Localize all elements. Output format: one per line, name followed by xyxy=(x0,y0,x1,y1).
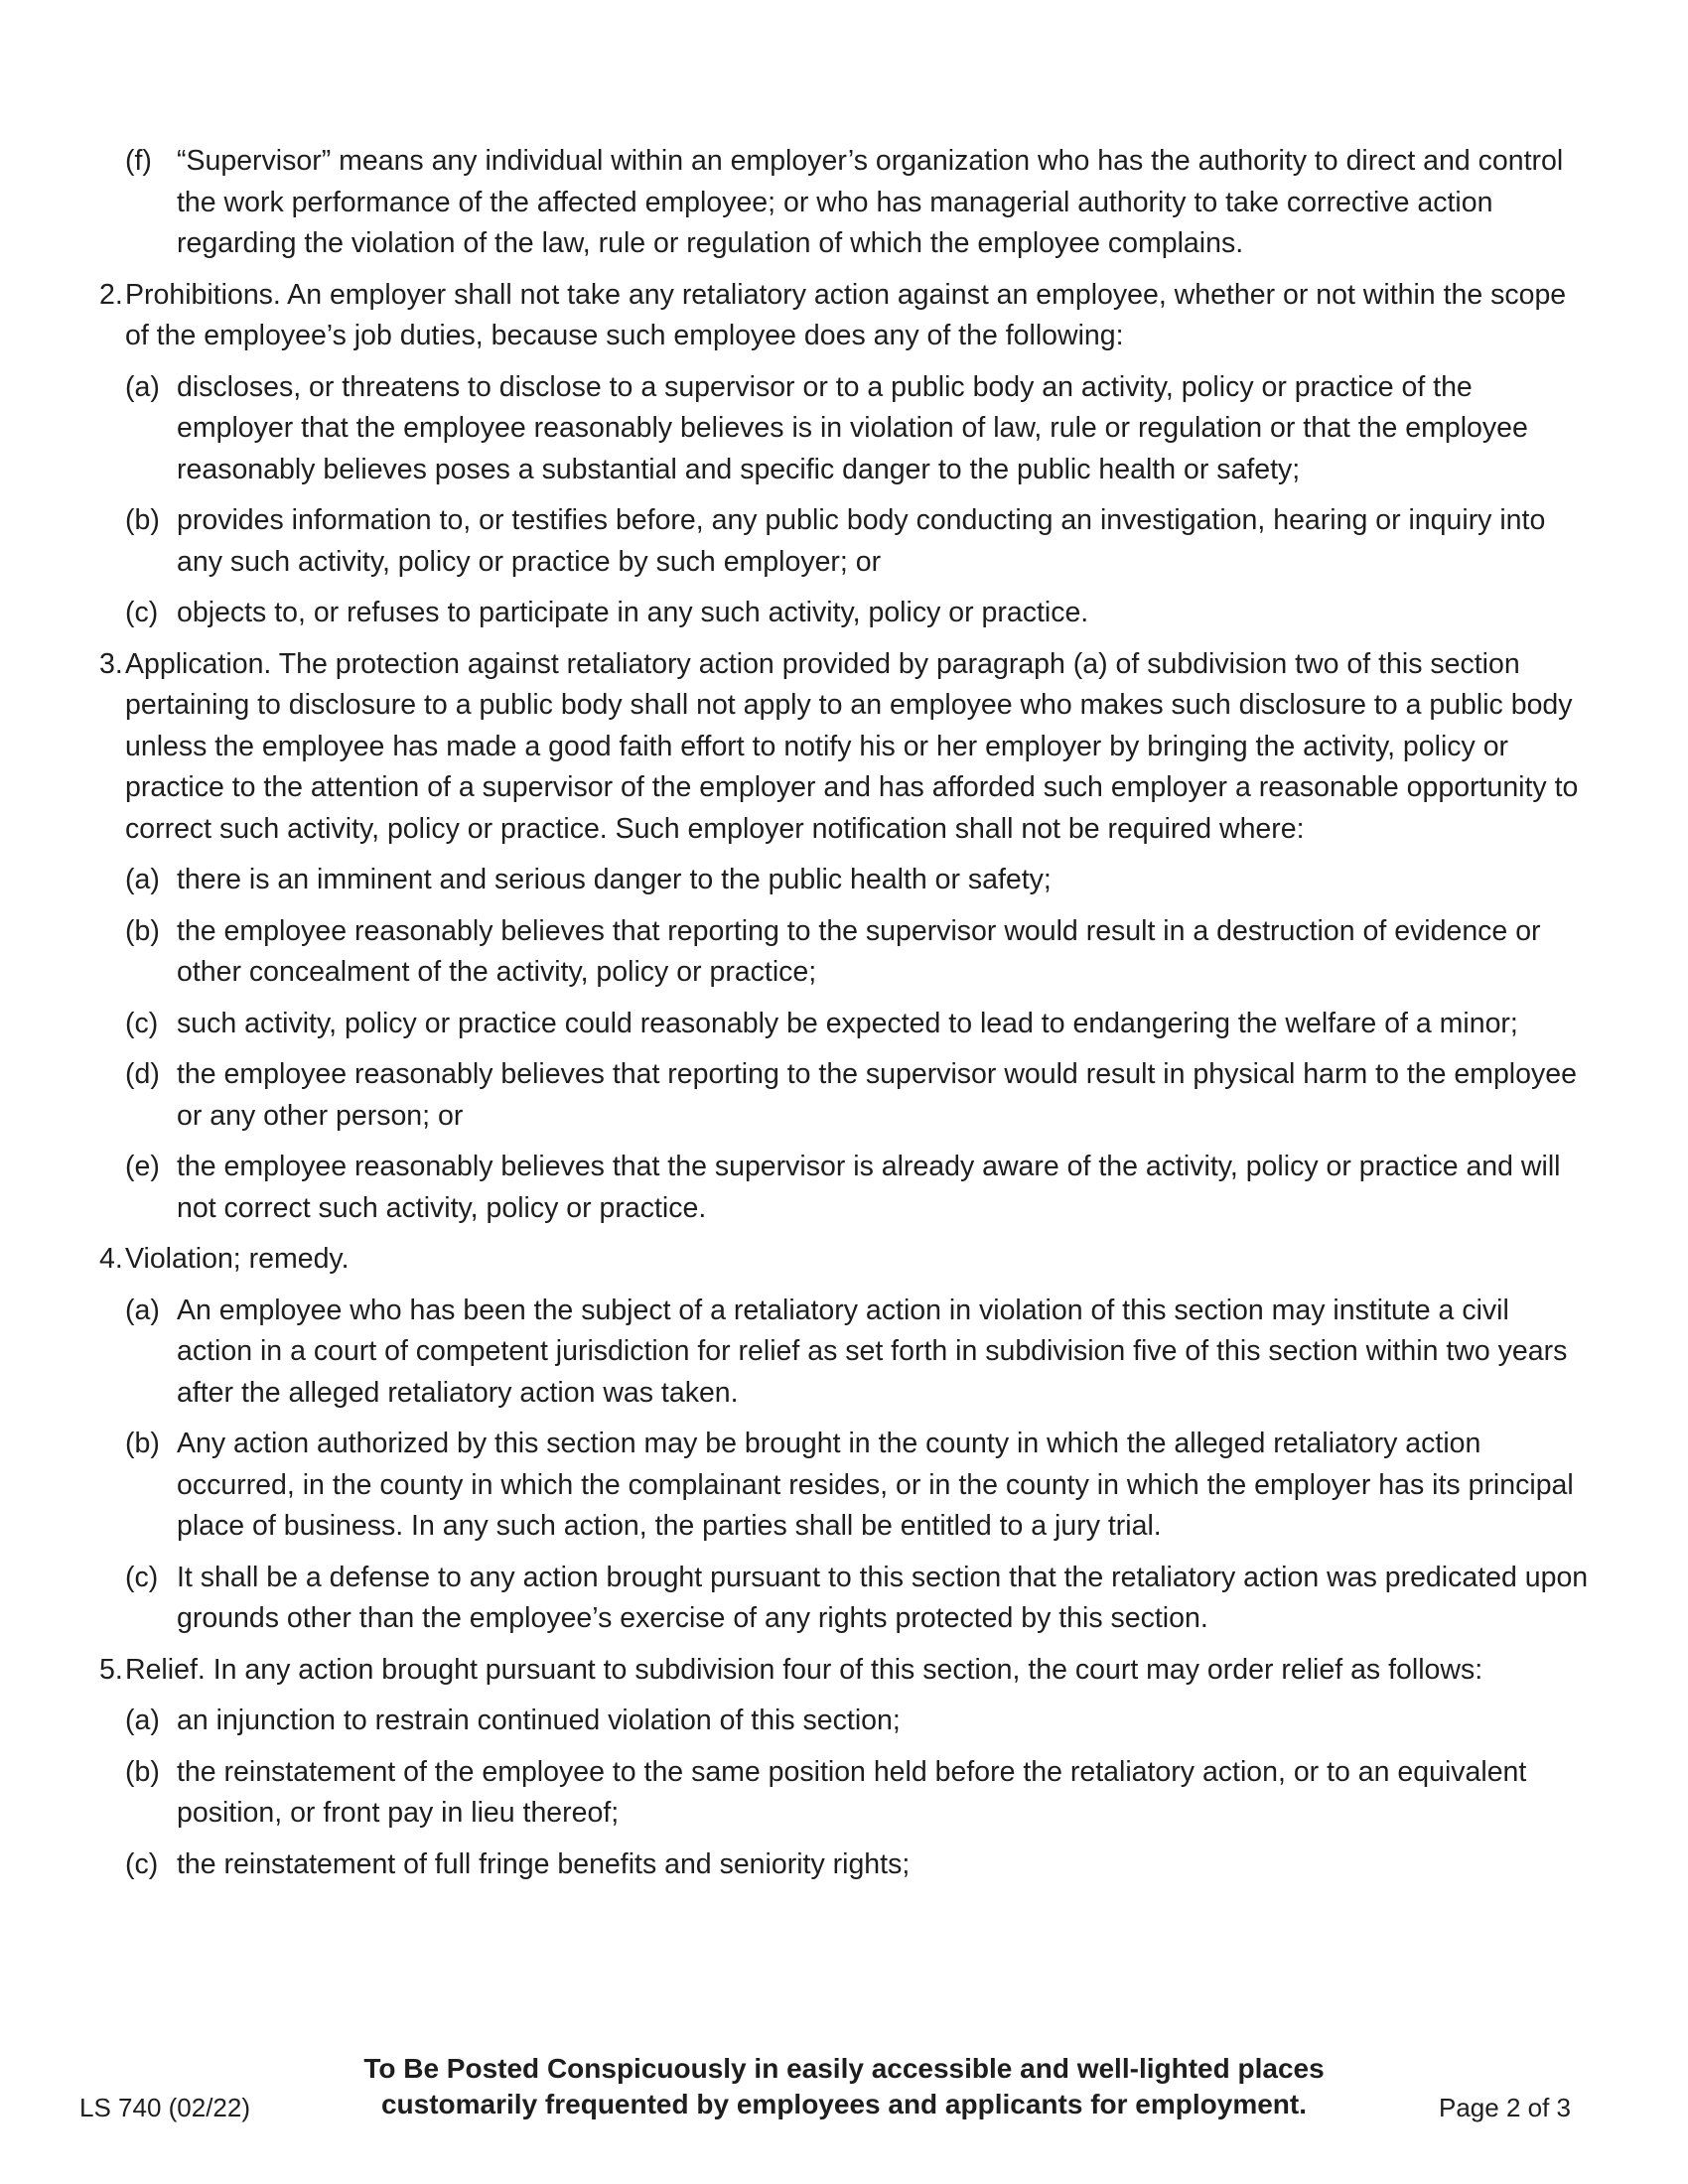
paragraph-letter: (c) xyxy=(125,597,159,628)
paragraph-letter: (c) xyxy=(125,1847,159,1880)
paragraph-text: provides information to, or testifies before, any public body conducting an investigation, hearing or inquiry into any such activity, policy or practice by such employer; or xyxy=(177,504,1546,578)
section-1-paragraph-2 xyxy=(99,593,1589,634)
page-number: Page 2 of 3 xyxy=(1439,2093,1571,2122)
paragraph-text: an injunction to restrain continued violation of this section; xyxy=(177,1705,901,1736)
section-2 xyxy=(99,644,1589,851)
paragraph-letter: (a) xyxy=(125,1705,160,1736)
section-2-paragraph-4 xyxy=(99,1147,1589,1229)
section-3-paragraph-1 xyxy=(99,1424,1589,1548)
section-4-paragraph-0 xyxy=(99,1701,1589,1742)
section-number: 3. xyxy=(99,647,123,680)
paragraph-letter: (f) xyxy=(125,145,152,177)
paragraph-letter: (e) xyxy=(125,1151,160,1182)
section-2-paragraph-2 xyxy=(99,1004,1589,1045)
paragraph-text: the employee reasonably believes that the supervisor is already aware of the activity, policy or practice and will not correct such activity, policy or practice. xyxy=(177,1151,1561,1224)
section-4 xyxy=(99,1650,1589,1692)
section-1 xyxy=(99,275,1589,357)
posting-notice xyxy=(0,2051,1688,2122)
section-text: Violation; remedy. xyxy=(125,1243,350,1275)
page-footer xyxy=(0,2041,1688,2140)
section-4-paragraph-2 xyxy=(99,1844,1589,1886)
form-code: LS 740 (02/22) xyxy=(79,2093,251,2122)
section-number: 4. xyxy=(99,1243,123,1275)
posting-notice-line-2: customarily frequented by employees and applicants for employment. xyxy=(380,2089,1307,2119)
paragraph-letter: (d) xyxy=(125,1058,160,1090)
section-text: Prohibitions. An employer shall not take any retaliatory action against an employee, whether or not within the scope of the employee’s job duties, because such employee does any of the following: xyxy=(125,278,1567,351)
section-0-paragraph-0 xyxy=(99,141,1589,265)
paragraph-letter: (b) xyxy=(125,1428,160,1459)
section-number: 2. xyxy=(99,278,123,311)
section-1-paragraph-0 xyxy=(99,367,1589,491)
paragraph-letter: (b) xyxy=(125,914,160,947)
paragraph-text: the employee reasonably believes that reporting to the supervisor would result in a destruction of evidence or other concealment of the activity, policy or practice; xyxy=(177,914,1541,988)
paragraph-text: Any action authorized by this section may be brought in the county in which the alleged retaliatory action occurred, in the county in which the complainant resides, or in the county in which the employer has its principal place of business. In any such action, the parties shall be entitled to a jury trial. xyxy=(177,1428,1574,1542)
section-3 xyxy=(99,1239,1589,1281)
paragraph-text: the reinstatement of the employee to the same position held before the retaliatory action, or to an equivalent position, or front pay in lieu thereof; xyxy=(177,1755,1527,1829)
paragraph-letter: (c) xyxy=(125,1007,159,1039)
paragraph-text: discloses, or threatens to disclose to a supervisor or to a public body an activity, policy or practice of the employer that the employee reasonably believes is in violation of law, rule or regulation or that the employee reasonably believes poses a substantial and specific danger to the public health or safety; xyxy=(177,370,1528,485)
paragraph-letter: (b) xyxy=(125,1755,160,1788)
section-2-paragraph-0 xyxy=(99,860,1589,901)
section-1-paragraph-1 xyxy=(99,500,1589,583)
section-2-paragraph-3 xyxy=(99,1054,1589,1137)
section-number: 5. xyxy=(99,1653,123,1686)
paragraph-letter: (a) xyxy=(125,864,160,895)
section-3-paragraph-2 xyxy=(99,1558,1589,1640)
paragraph-text: the employee reasonably believes that reporting to the supervisor would result in physical harm to the employee or any other person; or xyxy=(177,1058,1577,1132)
paragraph-text: the reinstatement of full fringe benefits and seniority rights; xyxy=(177,1847,911,1880)
paragraph-letter: (a) xyxy=(125,1294,160,1326)
paragraph-letter: (b) xyxy=(125,504,160,536)
document-body xyxy=(99,141,1589,1895)
paragraph-text: It shall be a defense to any action brought pursuant to this section that the retaliatory action was predicated upon grounds other than the employee’s exercise of any rights protected by this section. xyxy=(177,1561,1589,1634)
paragraph-text: An employee who has been the subject of a retaliatory action in violation of this section may institute a civil action in a court of competent jurisdiction for relief as set forth in subdivision five of this section within two years after the alleged retaliatory action was taken. xyxy=(177,1294,1568,1409)
posting-notice-line-1: To Be Posted Conspicuously in easily accessible and well-lighted places xyxy=(363,2053,1325,2084)
paragraph-text: objects to, or refuses to participate in any such activity, policy or practice. xyxy=(177,597,1089,628)
paragraph-letter: (a) xyxy=(125,370,160,403)
section-2-paragraph-1 xyxy=(99,911,1589,994)
section-text: Relief. In any action brought pursuant to subdivision four of this section, the court may order relief as follows: xyxy=(125,1653,1483,1686)
section-4-paragraph-1 xyxy=(99,1752,1589,1835)
section-3-paragraph-0 xyxy=(99,1291,1589,1415)
section-text: Application. The protection against retaliatory action provided by paragraph (a) of subdivision two of this section pertaining to disclosure to a public body shall not apply to an employee who makes such disclosure to a public body unless the employee has made a good faith effort to notify his or her employer by bringing the activity, policy or practice to the attention of a supervisor of the employer and has afforded such employer a reasonable opportunity to correct such activity, policy or practice. Such employer notification shall not be required where: xyxy=(125,647,1579,845)
paragraph-text: such activity, policy or practice could reasonably be expected to lead to endangering the welfare of a minor; xyxy=(177,1007,1518,1039)
paragraph-letter: (c) xyxy=(125,1561,159,1593)
paragraph-text: “Supervisor” means any individual within an employer’s organization who has the authority to direct and control the work performance of the affected employee; or who has managerial authority to take corrective action regarding the violation of the law, rule or regulation of which the employee complains. xyxy=(177,145,1564,259)
paragraph-text: there is an imminent and serious danger to the public health or safety; xyxy=(177,864,1052,895)
